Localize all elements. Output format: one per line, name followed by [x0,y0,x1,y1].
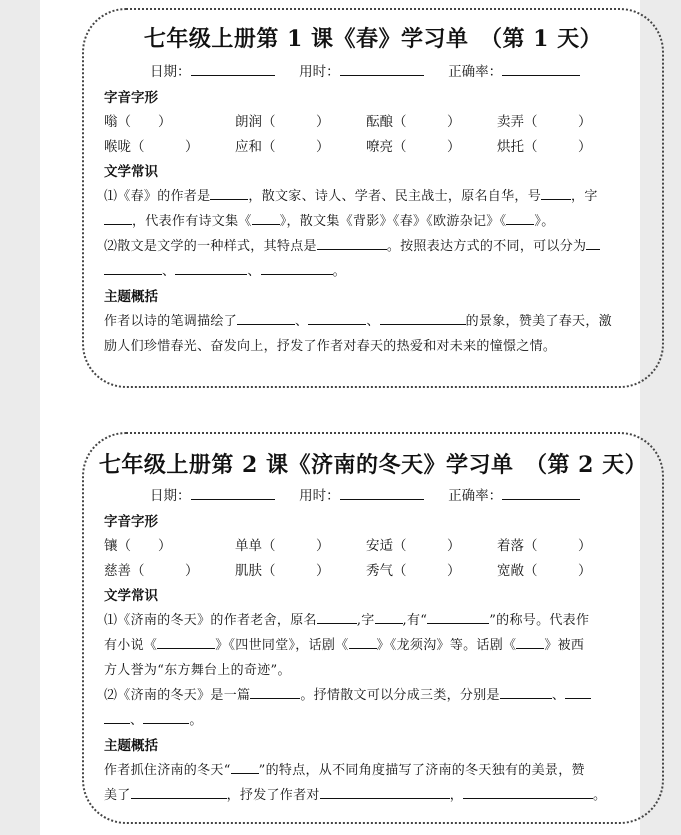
text: ，散文家、诗人、学者、民主战士，原名自华，号 [248,189,542,204]
answer-blank[interactable] [131,785,227,799]
text: ⑴《济南的冬天》的作者老舍，原名 [104,613,317,628]
text: ,有“ [402,613,428,628]
time-blank[interactable] [340,485,424,500]
date-label: 日期： [150,488,191,504]
text: ， [449,788,464,803]
word-item: 烘托（ ） [497,139,592,155]
answer-blank[interactable] [500,685,552,699]
word-item: 应和（ ） [235,139,330,155]
theme-line [104,759,649,778]
answer-blank[interactable] [210,186,248,200]
section-heading-pronunciation: 字音字形 [104,90,158,106]
text: ⑵《济南的冬天》是一篇 [104,688,251,703]
answer-blank[interactable] [506,211,534,225]
worksheet-card-lesson-1 [82,8,664,388]
date-blank[interactable] [191,61,275,76]
text: 的景象，赞美了春天，激 [465,314,612,329]
literature-line [104,634,649,653]
text: 、 [551,688,566,703]
document-page [40,0,648,835]
answer-blank[interactable] [349,635,377,649]
text: ，抒发了作者对 [226,788,320,803]
accuracy-blank[interactable] [502,485,580,500]
text: 作者抓住济南的冬天“ [104,763,231,778]
word-item: 肌肤（ ） [235,563,330,579]
meta-row [150,60,580,80]
answer-blank[interactable] [157,635,215,649]
answer-blank[interactable] [516,635,544,649]
answer-blank[interactable] [252,211,280,225]
text: 方人誉为“东方舞台上的奇迹”。 [104,663,291,678]
literature-line [104,235,649,254]
literature-line [104,609,649,628]
answer-blank[interactable] [565,685,591,699]
section-heading-literature: 文学常识 [104,588,158,604]
answer-blank[interactable] [541,186,571,200]
accuracy-label: 正确率： [448,64,503,80]
answer-blank[interactable] [317,610,357,624]
worksheet-card-lesson-2 [82,432,664,824]
answer-blank[interactable] [104,261,162,275]
answer-blank[interactable] [104,211,132,225]
text: 》，散文集《背影》《春》《欧游杂记》《 [279,214,507,229]
literature-line [104,684,649,703]
section-heading-literature: 文学常识 [104,164,158,180]
literature-line [104,185,649,204]
literature-line [104,709,649,728]
literature-line [104,260,649,279]
time-label: 用时： [299,64,340,80]
worksheet-title: 七年级上册第 1 课《春》学习单 （第 1 天） [143,26,603,52]
text: 。抒情散文可以分成三类，分别是 [300,688,500,703]
answer-blank[interactable] [143,710,189,724]
word-item: 酝酿（ ） [366,114,461,130]
word-item: 宽敞（ ） [497,563,592,579]
theme-line [104,784,649,803]
word-item: 安适（ ） [366,538,461,554]
text: ⑴《春》的作者是 [104,189,211,204]
literature-line [104,210,649,229]
text: ，字 [571,189,598,204]
text: ”的称号。代表作 [489,613,590,628]
answer-blank[interactable] [237,311,295,325]
literature-line [104,659,649,678]
word-item: 朗润（ ） [235,114,330,130]
answer-blank[interactable] [375,610,403,624]
date-blank[interactable] [191,485,275,500]
theme-line [104,310,649,329]
text: 。 [593,788,607,803]
text: 作者以诗的笔调描绘了 [104,314,238,329]
time-label: 用时： [299,488,340,504]
time-blank[interactable] [340,61,424,76]
text: 、 [162,264,176,279]
text: ,字 [356,613,375,628]
text: 励人们珍惜春光、奋发向上，抒发了作者对春天的热爱和对未来的憧憬之情。 [104,339,557,354]
text: 、 [130,713,144,728]
word-item: 卖弄（ ） [497,114,592,130]
word-item: 单单（ ） [235,538,330,554]
word-item: 秀气（ ） [366,563,461,579]
word-item: 慈善（ ） [104,563,199,579]
text: 》被西 [544,638,585,653]
answer-blank[interactable] [320,785,450,799]
date-label: 日期： [150,64,191,80]
text: 》《四世同堂》，话剧《 [215,638,349,653]
word-item: 喉咙（ ） [104,139,199,155]
text: ，代表作有诗文集《 [132,214,252,229]
text: 。 [332,264,346,279]
text: ”的特点，从不同角度描写了济南的冬天独有的美景，赞 [258,763,585,778]
section-heading-theme: 主题概括 [104,289,158,305]
text: 》《龙须沟》等。话剧《 [376,638,517,653]
answer-blank[interactable] [175,261,247,275]
meta-row [150,484,580,504]
section-heading-pronunciation: 字音字形 [104,514,158,530]
word-item: 嗡（ ） [104,114,172,130]
text: 。 [189,713,203,728]
text: 有小说《 [104,638,158,653]
theme-line [104,335,649,354]
answer-blank[interactable] [250,685,300,699]
worksheet-title: 七年级上册第 2 课《济南的冬天》学习单 （第 2 天） [98,452,648,478]
accuracy-label: 正确率： [448,488,503,504]
text: 》。 [534,214,555,229]
answer-blank[interactable] [380,311,466,325]
text: 美了 [104,788,131,803]
answer-blank[interactable] [317,236,387,250]
answer-blank[interactable] [231,760,259,774]
text: 、 [366,314,380,329]
section-heading-theme: 主题概括 [104,738,158,754]
word-item: 着落（ ） [497,538,592,554]
answer-blank[interactable] [261,261,333,275]
text: 、 [295,314,309,329]
text: 、 [247,264,261,279]
word-item: 镶（ ） [104,538,172,554]
text: 。按照表达方式的不同，可以分为 [386,239,587,254]
text: ⑵散文是文学的一种样式，其特点是 [104,239,317,254]
answer-blank[interactable] [586,236,600,250]
answer-blank[interactable] [308,311,366,325]
word-item: 嘹亮（ ） [366,139,461,155]
answer-blank[interactable] [463,785,593,799]
answer-blank[interactable] [104,710,130,724]
answer-blank[interactable] [427,610,489,624]
accuracy-blank[interactable] [502,61,580,76]
